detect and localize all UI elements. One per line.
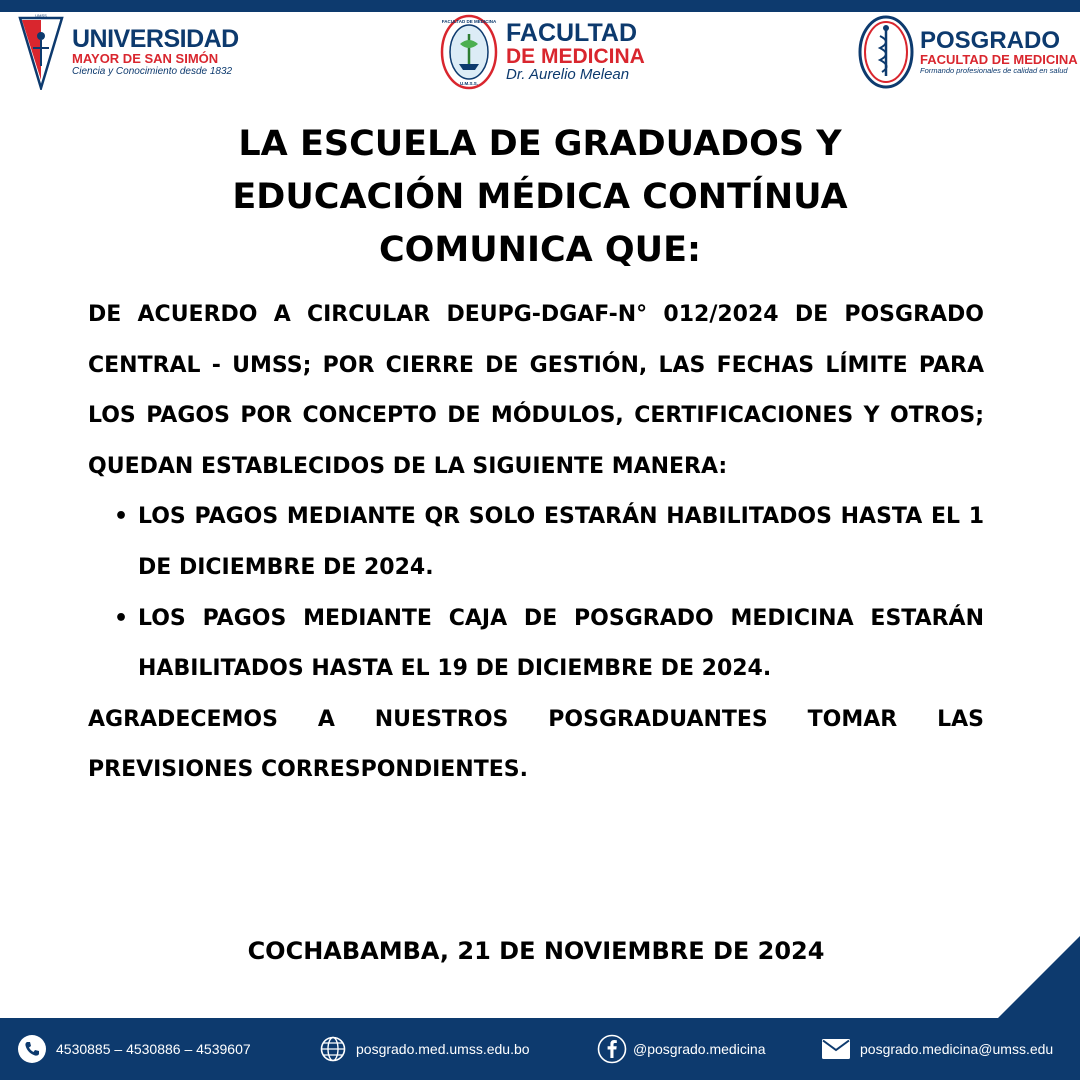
facultad-medicina-logo	[440, 14, 645, 90]
logo-left-subtitle: MAYOR DE SAN SIMÓN	[72, 50, 219, 66]
logo-center-tagline: Dr. Aurelio Melean	[506, 65, 630, 83]
phone-icon	[18, 1035, 46, 1063]
facebook-icon	[597, 1034, 627, 1064]
logo-right-tagline: Formando profesionales de calidad en salud	[920, 66, 1068, 76]
footer-facebook[interactable]	[597, 1018, 766, 1080]
globe-icon	[320, 1036, 346, 1062]
logo-center-subtitle: DE MEDICINA	[506, 44, 645, 68]
facebook-handle[interactable]: @posgrado.medicina	[633, 1041, 766, 1057]
logo-left-title: UNIVERSIDAD	[72, 24, 239, 53]
medicine-emblem-icon	[440, 14, 498, 90]
top-accent-bar	[0, 0, 1080, 12]
payment-deadline-list	[88, 492, 984, 694]
website-link[interactable]: posgrado.med.umss.edu.bo	[356, 1041, 530, 1057]
intro-paragraph: DE ACUERDO A CIRCULAR DEUPG-DGAF-N° 012/2024 DE POSGRADO CENTRAL - UMSS; POR CIERRE DE GESTIÓN, LAS FECHAS LÍMITE PARA LOS PAGOS POR CONCEPTO DE MÓDULOS, CERTIFICACIONES Y OTROS; QUEDAN ESTABLECIDOS DE LA SIGUIENTE MANERA:	[88, 302, 984, 479]
bullet-qr-payments: • LOS PAGOS MEDIANTE QR SOLO ESTARÁN HABILITADOS HASTA EL 1 DE DICIEMBRE DE 2024.	[138, 492, 984, 593]
umss-logo	[18, 14, 239, 90]
logo-left-tagline: Ciencia y Conocimiento desde 1832	[72, 66, 233, 78]
page-title	[120, 118, 960, 277]
phone-numbers: 4530885 – 4530886 – 4539607	[56, 1041, 251, 1057]
logo-right-title: POSGRADO	[920, 26, 1061, 54]
title-line-1: LA ESCUELA DE GRADUADOS Y	[238, 124, 842, 164]
posgrado-logo	[858, 14, 1078, 90]
emblem-top-text: FACULTAD DE MEDICINA	[441, 19, 497, 24]
contact-footer	[0, 1018, 1080, 1080]
closing-paragraph: AGRADECEMOS A NUESTROS POSGRADUANTES TOMAR LAS PREVISIONES CORRESPONDIENTES.	[88, 706, 984, 783]
email-icon	[822, 1039, 850, 1059]
emblem-bottom-text: U.M.S.S.	[459, 81, 479, 86]
corner-decoration	[998, 936, 1080, 1018]
footer-website[interactable]	[320, 1018, 530, 1080]
umss-shield-icon	[18, 14, 64, 90]
bullet-cashier-payments: • LOS PAGOS MEDIANTE CAJA DE POSGRADO MEDICINA ESTARÁN HABILITADOS HASTA EL 19 DE DICIEMBRE DE 2024.	[138, 594, 984, 695]
logo-right-subtitle: FACULTAD DE MEDICINA	[920, 51, 1078, 67]
title-line-3: COMUNICA QUE:	[378, 230, 702, 270]
logo-center-title: FACULTAD	[506, 18, 637, 47]
announcement-body	[88, 290, 984, 796]
email-address[interactable]: posgrado.medicina@umss.edu	[860, 1041, 1054, 1057]
location-date: COCHABAMBA, 21 DE NOVIEMBRE DE 2024	[247, 937, 825, 965]
posgrado-seal-icon	[858, 14, 914, 90]
umss-emblem-text: UMSS	[35, 14, 47, 19]
title-line-2: EDUCACIÓN MÉDICA CONTÍNUA	[232, 177, 848, 217]
footer-email[interactable]	[822, 1018, 1053, 1080]
footer-phone	[18, 1018, 251, 1080]
